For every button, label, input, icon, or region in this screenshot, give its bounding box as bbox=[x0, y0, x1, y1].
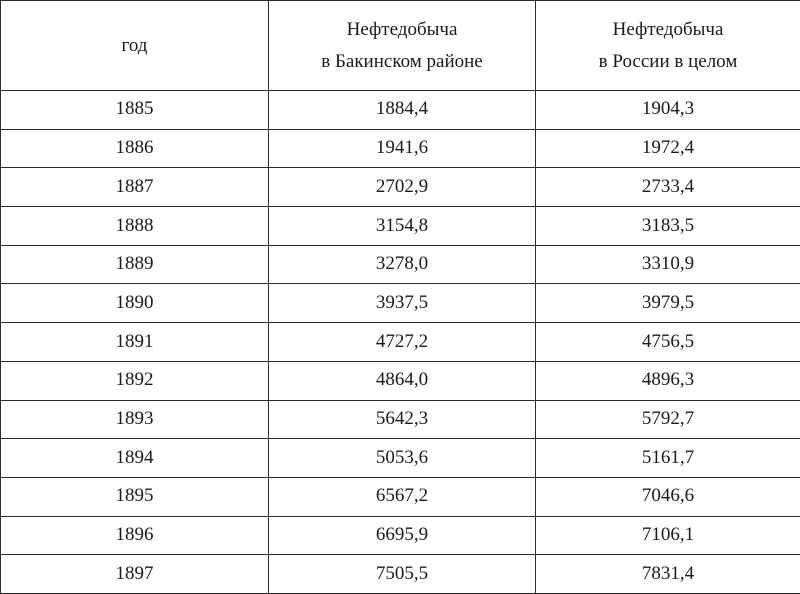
table-row bbox=[1, 245, 800, 284]
cell-russia: 7831,4 bbox=[536, 555, 800, 594]
cell-baku: 6567,2 bbox=[269, 477, 536, 516]
cell-baku: 6695,9 bbox=[269, 516, 536, 555]
cell-baku: 5053,6 bbox=[269, 439, 536, 478]
cell-year: 1893 bbox=[1, 400, 269, 439]
table-body bbox=[1, 91, 800, 594]
cell-russia: 1972,4 bbox=[536, 129, 800, 168]
header-baku-production bbox=[269, 1, 536, 91]
cell-year: 1891 bbox=[1, 323, 269, 362]
cell-russia: 5161,7 bbox=[536, 439, 800, 478]
table-row bbox=[1, 400, 800, 439]
cell-russia: 5792,7 bbox=[536, 400, 800, 439]
cell-year: 1887 bbox=[1, 168, 269, 207]
header-baku-line1: Нефтедобыча bbox=[346, 18, 458, 40]
table-row bbox=[1, 207, 800, 246]
cell-russia: 4896,3 bbox=[536, 361, 800, 400]
cell-russia: 7046,6 bbox=[536, 477, 800, 516]
table-row bbox=[1, 555, 800, 594]
cell-russia: 3310,9 bbox=[536, 245, 800, 284]
cell-russia: 1904,3 bbox=[536, 91, 800, 130]
cell-baku: 2702,9 bbox=[269, 168, 536, 207]
cell-baku: 3278,0 bbox=[269, 245, 536, 284]
cell-year: 1885 bbox=[1, 91, 269, 130]
cell-baku: 7505,5 bbox=[269, 555, 536, 594]
header-russia-line1: Нефтедобыча bbox=[612, 18, 724, 40]
header-year-label: год bbox=[121, 34, 148, 56]
cell-year: 1892 bbox=[1, 361, 269, 400]
cell-baku: 5642,3 bbox=[269, 400, 536, 439]
header-russia-line2: в России в целом bbox=[598, 50, 738, 72]
cell-year: 1890 bbox=[1, 284, 269, 323]
table-row bbox=[1, 168, 800, 207]
cell-baku: 4727,2 bbox=[269, 323, 536, 362]
cell-baku: 4864,0 bbox=[269, 361, 536, 400]
table-row bbox=[1, 477, 800, 516]
cell-russia: 3183,5 bbox=[536, 207, 800, 246]
cell-baku: 1884,4 bbox=[269, 91, 536, 130]
cell-year: 1897 bbox=[1, 555, 269, 594]
header-year bbox=[1, 1, 269, 91]
cell-year: 1886 bbox=[1, 129, 269, 168]
cell-baku: 1941,6 bbox=[269, 129, 536, 168]
table-row bbox=[1, 129, 800, 168]
table-row bbox=[1, 284, 800, 323]
header-row bbox=[1, 1, 800, 91]
cell-baku: 3154,8 bbox=[269, 207, 536, 246]
table-row bbox=[1, 323, 800, 362]
cell-baku: 3937,5 bbox=[269, 284, 536, 323]
cell-russia: 3979,5 bbox=[536, 284, 800, 323]
cell-year: 1894 bbox=[1, 439, 269, 478]
table-row bbox=[1, 91, 800, 130]
table-header bbox=[1, 1, 800, 91]
cell-russia: 7106,1 bbox=[536, 516, 800, 555]
cell-year: 1889 bbox=[1, 245, 269, 284]
cell-year: 1888 bbox=[1, 207, 269, 246]
table-row bbox=[1, 361, 800, 400]
cell-russia: 2733,4 bbox=[536, 168, 800, 207]
header-baku-line2: в Бакинском районе bbox=[321, 50, 483, 72]
cell-russia: 4756,5 bbox=[536, 323, 800, 362]
cell-year: 1896 bbox=[1, 516, 269, 555]
header-russia-production bbox=[536, 1, 800, 91]
table-row bbox=[1, 516, 800, 555]
cell-year: 1895 bbox=[1, 477, 269, 516]
table-row bbox=[1, 439, 800, 478]
